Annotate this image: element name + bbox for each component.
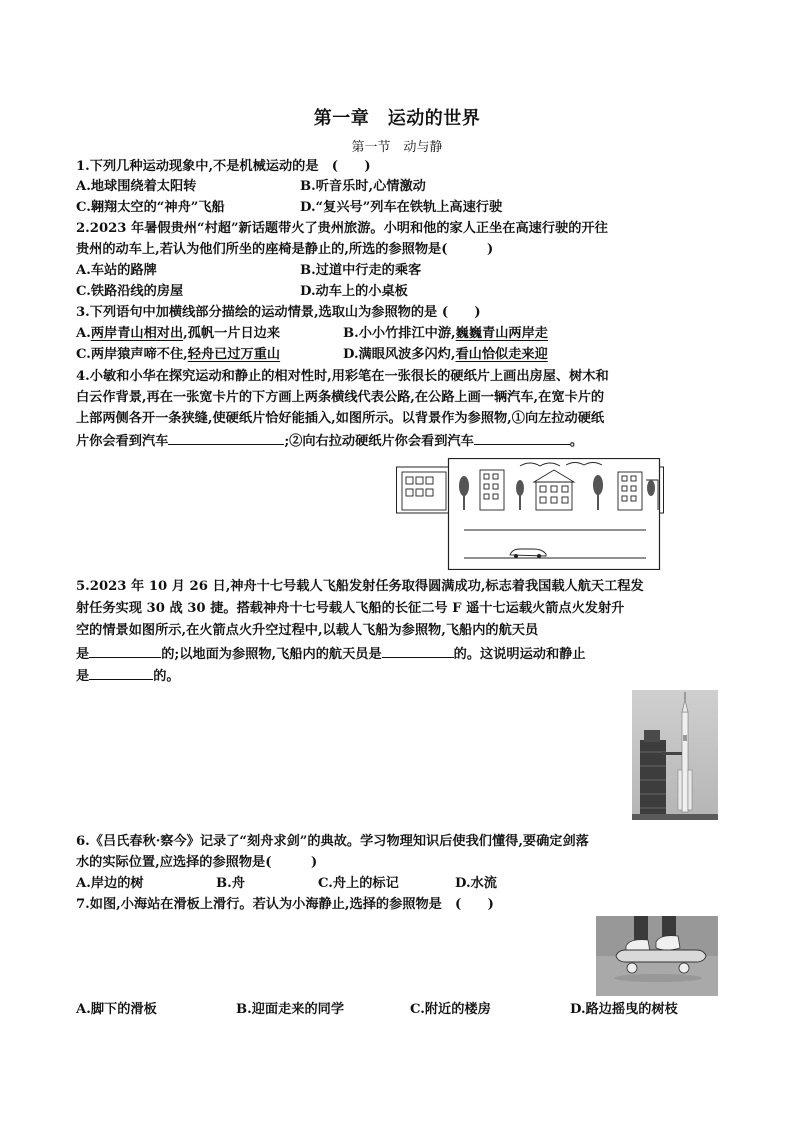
q5-line-3: 空的情景如图所示,在火箭点火升空过程中,以载人飞船为参照物,飞船内的航天员 [76, 623, 539, 638]
q1-option-b[interactable] [300, 177, 426, 197]
q1-option-c[interactable] [76, 198, 225, 218]
q1-option-d[interactable] [300, 198, 502, 218]
q7-a-text: A.脚下的滑板 [76, 1002, 157, 1017]
q2-a-text: A.车站的路牌 [76, 263, 157, 278]
q4-line-4 [76, 430, 583, 452]
q2-option-d[interactable] [300, 282, 408, 302]
q4-text-a: 片你会看到汽车 [76, 434, 169, 449]
q5-line-4 [76, 643, 586, 665]
rocket-launch-photo [632, 690, 718, 820]
q4-figure [396, 458, 664, 570]
q6-option-d[interactable] [455, 874, 497, 894]
q7-option-c[interactable] [410, 1000, 491, 1020]
q6-stem-1: 6.《吕氏春秋·察今》记录了“刻舟求剑”的典故。学习物理知识后使我们懂得,要确定剑落 [76, 834, 589, 849]
q6-option-a[interactable] [76, 874, 144, 894]
q2-option-a[interactable] [76, 261, 157, 281]
q5-text-c: 的。这说明运动和静止 [453, 647, 586, 662]
q5-line-1: 5.2023 年 10 月 26 日,神舟十七号载人飞船发射任务取得圆满成功,标志着我国载人航天工程发 [76, 579, 644, 594]
chapter-title: 第一章 运动的世界 [313, 108, 481, 129]
q2-c-text: C.铁路沿线的房屋 [76, 284, 184, 299]
q5-text-d: 是 [76, 669, 90, 684]
q3-option-c[interactable] [76, 345, 280, 365]
q5-text-e: 的。 [153, 669, 180, 684]
q7-c-text: C.附近的楼房 [410, 1002, 491, 1017]
q5-text-a: 是 [76, 647, 90, 662]
q3-a-underlined: 两岸青山相对出 [90, 326, 184, 341]
q3-c-underlined: 轻舟已过万重山 [187, 347, 281, 362]
q3-d-prefix: D.满眼风波多闪灼, [343, 347, 456, 362]
q1-stem: 1.下列几种运动现象中,不是机械运动的是 ( ) [76, 159, 371, 174]
q6-a-text: A.岸边的树 [76, 876, 144, 891]
q6-option-b[interactable] [216, 874, 245, 894]
q7-b-text: B.迎面走来的同学 [236, 1002, 345, 1017]
q4-blank-1[interactable] [168, 430, 284, 445]
q5-blank-3[interactable] [89, 665, 153, 680]
q6-c-text: C.舟上的标记 [318, 876, 399, 891]
q3-a-suffix: ,孤帆一片日边来 [183, 326, 281, 341]
q3-c-prefix: C.两岸猿声啼不住, [76, 347, 188, 362]
q7-option-d[interactable] [570, 1000, 678, 1020]
q6-b-text: B.舟 [216, 876, 245, 891]
q7-option-a[interactable] [76, 1000, 157, 1020]
q7-stem: 7.如图,小海站在滑板上滑行。若认为小海静止,选择的参照物是 ( ) [76, 897, 494, 912]
q6-stem-2: 水的实际位置,应选择的参照物是( ) [76, 855, 318, 870]
q7-d-text: D.路边摇曳的树枝 [570, 1002, 678, 1017]
q1-a-text: A.地球围绕着太阳转 [76, 179, 197, 194]
q3-stem: 3.下列语句中加横线部分描绘的运动情景,选取山为参照物的是 ( ) [76, 305, 481, 320]
q1-b-text: B.听音乐时,心情激动 [300, 179, 426, 194]
q5-line-5 [76, 665, 180, 687]
q1-c-text: C.翱翔太空的“神舟”飞船 [76, 200, 225, 215]
q5-text-b: 的;以地面为参照物,飞船内的航天员是 [161, 647, 382, 662]
q4-line-2: 白云作背景,再在一张宽卡片的下方画上两条横线代表公路,在公路上画一辆汽车,在宽卡片的 [76, 390, 605, 405]
skateboard-photo [596, 916, 718, 996]
section-title: 第一节 动与静 [351, 140, 443, 155]
q3-option-a[interactable] [76, 324, 280, 344]
q6-option-c[interactable] [318, 874, 399, 894]
q3-option-b[interactable] [343, 324, 548, 344]
q4-text-b: ;②向右拉动硬纸片你会看到汽车 [284, 434, 474, 449]
q5-line-2: 射任务实现 30 战 30 捷。搭载神舟十七号载人飞船的长征二号 F 遥十七运载火箭点火发射升 [76, 601, 625, 616]
q4-line-1: 4.小敏和小华在探究运动和静止的相对性时,用彩笔在一张很长的硬纸片上画出房屋、树木和 [76, 369, 609, 384]
q5-blank-1[interactable] [89, 643, 161, 658]
q3-b-prefix: B.小小竹排江中游, [343, 326, 456, 341]
q3-a-prefix: A. [76, 326, 91, 341]
q5-blank-2[interactable] [382, 643, 454, 658]
q4-blank-2[interactable] [474, 430, 570, 445]
q1-option-a[interactable] [76, 177, 196, 197]
q3-b-underlined: 巍巍青山两岸走 [455, 326, 548, 341]
q4-line-3: 上部两侧各开一条狭缝,使硬纸片恰好能插入,如图所示。以背景作为参照物,①向左拉动硬纸 [76, 411, 605, 426]
q2-d-text: D.动车上的小桌板 [300, 284, 408, 299]
q6-d-text: D.水流 [455, 876, 497, 891]
q2-b-text: B.过道中行走的乘客 [300, 263, 422, 278]
q2-stem-1: 2.2023 年暑假贵州“村超”新话题带火了贵州旅游。小明和他的家人正坐在高速行驶的开往 [76, 221, 608, 236]
q4-text-c: 。 [569, 434, 583, 449]
q2-option-b[interactable] [300, 261, 421, 281]
q7-option-b[interactable] [236, 1000, 344, 1020]
q2-stem-2: 贵州的动车上,若认为他们所坐的座椅是静止的,所选的参照物是( ) [76, 242, 494, 257]
q3-d-underlined: 看山恰似走来迎 [455, 347, 548, 362]
q1-d-text: D.“复兴号”列车在铁轨上高速行驶 [300, 200, 503, 215]
q2-option-c[interactable] [76, 282, 183, 302]
q3-option-d[interactable] [343, 345, 548, 365]
